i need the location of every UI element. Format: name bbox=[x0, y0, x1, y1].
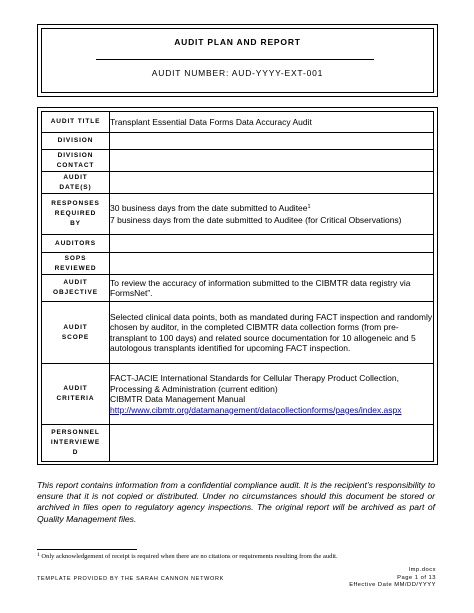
label-sops-line1: SOPS bbox=[64, 254, 87, 262]
value-sops-reviewed bbox=[110, 253, 434, 275]
audit-plan-table bbox=[41, 111, 434, 462]
value-division-contact bbox=[110, 150, 434, 172]
footnote-divider bbox=[37, 549, 137, 550]
table-row-sops-reviewed bbox=[42, 253, 434, 275]
label-scope-line2: SCOPE bbox=[61, 333, 90, 341]
footnote-marker: 1 bbox=[37, 552, 40, 558]
responses-line2: 7 business days from the date submitted to Auditee (for Critical Observations) bbox=[110, 215, 402, 225]
label-division-contact-line2: CONTACT bbox=[56, 161, 95, 169]
label-responses-line2: REQUIRED bbox=[54, 210, 97, 217]
label-auditors: AUDITORS bbox=[42, 235, 110, 253]
value-audit-dates bbox=[110, 172, 434, 194]
header-divider bbox=[96, 59, 374, 60]
value-audit-scope: Selected clinical data points, both as mandated during FACT inspection and randomly chosen by auditor, in the completed CIBMTR data collection forms (from pre-transplant to 100 days) and related source documentation for 10 allogeneic and 5 autologous transplants identified for upcoming FACT inspection. bbox=[110, 302, 434, 364]
value-responses-required bbox=[110, 194, 434, 235]
footer-effective-date: Effective Date MM/DD/YYYY bbox=[349, 582, 436, 588]
label-audit-dates-line2: DATE(S) bbox=[59, 183, 92, 191]
footer-template-credit: TEMPLATE PROVIDED BY THE SARAH CANNON NETWORK bbox=[37, 576, 225, 582]
value-audit-criteria bbox=[110, 364, 434, 425]
table-row-division-contact bbox=[42, 150, 434, 172]
label-personnel-line2: INTERVIEWE bbox=[50, 439, 101, 446]
table-row-audit-criteria bbox=[42, 364, 434, 425]
value-audit-objective: To review the accuracy of information submitted to the CIBMTR data registry via FormsNet”. bbox=[110, 275, 434, 302]
criteria-fact-jacie: FACT-JACIE International Standards for Cellular Therapy Product Collection, Processing & Administration (current edition) bbox=[110, 373, 399, 394]
label-objective-line1: AUDIT bbox=[63, 279, 88, 286]
value-audit-title: Transplant Essential Data Forms Data Accuracy Audit bbox=[110, 112, 434, 133]
criteria-cibmtr-manual: CIBMTR Data Management Manual bbox=[110, 394, 246, 404]
table-row-audit-scope bbox=[42, 302, 434, 364]
value-division bbox=[110, 133, 434, 150]
label-criteria-line2: CRITERIA bbox=[56, 395, 95, 402]
label-sops-reviewed bbox=[42, 253, 110, 275]
label-personnel-line1: PERSONNEL bbox=[51, 429, 100, 436]
footer-filename: lmp.docx bbox=[408, 567, 436, 573]
table-row-division bbox=[42, 133, 434, 150]
table-row-audit-dates bbox=[42, 172, 434, 194]
cibmtr-link[interactable]: http://www.cibmtr.org/datamanagement/datacollectionforms/pages/index.aspx bbox=[110, 404, 402, 415]
footnote bbox=[37, 553, 437, 560]
table-row-personnel-interviewed bbox=[42, 425, 434, 462]
label-audit-objective bbox=[42, 275, 110, 302]
responses-line1-text: 30 business days from the date submitted to Auditee bbox=[110, 202, 308, 213]
label-audit-dates bbox=[42, 172, 110, 194]
responses-line1 bbox=[110, 203, 433, 214]
label-division: DIVISION bbox=[42, 133, 110, 150]
footer-page-number: Page 1 of 13 bbox=[397, 574, 436, 581]
label-sops-line2: REVIEWED bbox=[54, 264, 97, 272]
label-audit-dates-line1: AUDIT bbox=[63, 173, 88, 181]
footnote-ref: 1 bbox=[307, 203, 311, 210]
label-responses-required bbox=[42, 194, 110, 235]
label-division-contact bbox=[42, 150, 110, 172]
label-audit-title: AUDIT TITLE bbox=[42, 112, 110, 133]
table-row-responses-required bbox=[42, 194, 434, 235]
label-criteria-line1: AUDIT bbox=[63, 385, 88, 392]
value-personnel-interviewed bbox=[110, 425, 434, 462]
label-personnel-interviewed bbox=[42, 425, 110, 462]
audit-number: AUDIT NUMBER: AUD-YYYY-EXT-001 bbox=[151, 68, 324, 78]
table-row-audit-title bbox=[42, 112, 434, 133]
label-audit-scope bbox=[42, 302, 110, 364]
footer-info bbox=[349, 567, 436, 590]
value-auditors bbox=[110, 235, 434, 253]
label-objective-line2: OBJECTIVE bbox=[53, 289, 98, 296]
label-audit-criteria bbox=[42, 364, 110, 425]
label-responses-line1: RESPONSES bbox=[51, 200, 100, 207]
table-row-auditors bbox=[42, 235, 434, 253]
table-row-audit-objective bbox=[42, 275, 434, 302]
footnote-text: Only acknowledgement of receipt is required when there are no citations or requirements resulting from the audit. bbox=[39, 553, 338, 560]
label-personnel-line3: D bbox=[72, 449, 79, 456]
label-responses-line3: BY bbox=[70, 220, 81, 227]
label-scope-line1: AUDIT bbox=[63, 323, 88, 331]
label-division-contact-line1: DIVISION bbox=[57, 151, 94, 159]
confidentiality-notice: This report contains information from a confidential compliance audit. It is the recipient’s responsibility to ensure that it is not copied or distributed. Under no circumstances should this document be stored or archived in files open to regulatory agency inspections. The original report will be archived as part of Quality Management files. bbox=[37, 480, 435, 524]
document-title: AUDIT PLAN AND REPORT bbox=[174, 37, 301, 47]
